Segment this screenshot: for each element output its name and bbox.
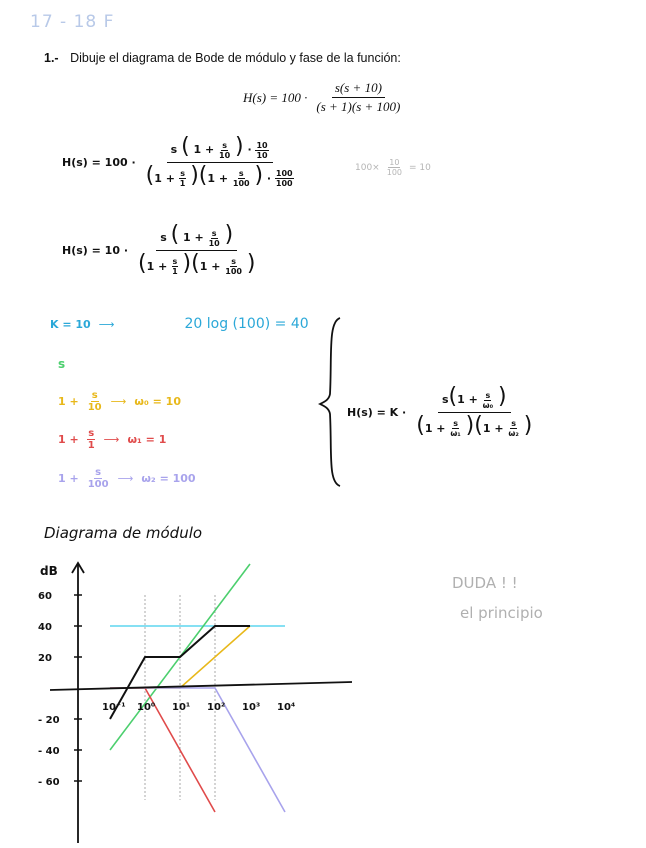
general-numerator: s(1 + $\frac{s}{\text{ω₀}}$ ) [438, 386, 511, 413]
series-line-3 [110, 688, 215, 812]
eq2-numerator: s ( 1 + $\frac{s}{10}$ ) [156, 224, 237, 251]
margin-note-line-1: DUDA ! ! [452, 574, 518, 592]
x-tick-label-1: 10⁰ [137, 702, 156, 713]
y-tick-label-0: 60 [38, 591, 52, 602]
margin-note-line-2: el principio [460, 604, 543, 622]
factor-k-line: K = 10 ⟶ 20 log (100) = 40 [50, 316, 309, 332]
typeset-transfer-function [243, 80, 403, 115]
factor-w2-value: ω₂ = 100 [141, 472, 196, 485]
bode-magnitude-plot [0, 555, 420, 848]
eq2-lhs: H(s) = 10 · [62, 243, 128, 257]
typeset-numerator: s(s + 10) [332, 80, 385, 98]
header-note: 17 - 18 F [30, 12, 115, 32]
handwritten-equation-1 [62, 136, 298, 188]
y-tick-label-3: - 20 [38, 715, 60, 726]
factor-s-line [58, 357, 65, 371]
eq2-fraction [134, 224, 259, 276]
x-tick-label-4: 10³ [242, 702, 261, 713]
x-tick-label-2: 10¹ [172, 702, 191, 713]
general-denominator: (1 + $\frac{s}{\text{ω₁}}$ )(1 + $\frac{s}{\text{ω₂}}$ ) [416, 412, 533, 438]
eq1-side-note: 100× $\frac{10}{100}$ = 10 [355, 158, 431, 177]
general-form-equation [347, 386, 536, 438]
eq1-lhs: H(s) = 100 · [62, 155, 136, 169]
y-axis-label: dB [40, 564, 58, 578]
problem-number: 1.- [44, 51, 59, 65]
margin-note [452, 568, 543, 628]
x-tick-label-5: 10⁴ [277, 702, 296, 713]
diagram-title: Diagrama de módulo [44, 524, 203, 542]
factor-k-value: 20 log (100) = 40 [184, 316, 309, 332]
y-tick-label-1: 40 [38, 622, 52, 633]
factor-w2-line: 1 + $\frac{s}{100}$ ⟶ ω₂ = 100 [58, 467, 196, 490]
y-tick-label-2: 20 [38, 653, 52, 664]
x-tick-label-3: 10² [207, 702, 226, 713]
typeset-lhs: H(s) = 100 · [243, 89, 308, 105]
factor-s-label: s [58, 357, 66, 371]
x-tick-label-0: 10⁻¹ [102, 702, 126, 713]
eq1-numerator: s ( 1 + $\frac{s}{10}$ ) · $\frac{10}{10}$ [167, 136, 273, 163]
problem-statement [44, 51, 401, 65]
general-fraction [412, 386, 536, 438]
general-lhs: H(s) = K · [347, 405, 407, 419]
y-tick-label-4: - 40 [38, 746, 60, 757]
factor-w1-line: 1 + $\frac{s}{1}$ ⟶ ω₁ = 1 [58, 428, 167, 451]
y-tick-label-5: - 60 [38, 777, 60, 788]
typeset-fraction [313, 80, 403, 115]
eq2-denominator: (1 + $\frac{s}{1}$ )(1 + $\frac{s}{100}$ ) [138, 250, 256, 276]
factor-w1-value: ω₁ = 1 [127, 433, 167, 446]
factor-k-label: K = 10 [50, 317, 91, 331]
typeset-denominator: (s + 1)(s + 100) [316, 99, 401, 114]
eq1-denominator: (1 + $\frac{s}{1}$ )(1 + $\frac{s}{100}$ ) · $\frac{100}{100}$ [145, 162, 293, 188]
eq1-fraction [142, 136, 298, 188]
factor-w0-line: 1 + $\frac{s}{10}$ ⟶ ω₀ = 10 [58, 390, 181, 413]
curly-brace [318, 316, 346, 488]
factor-w0-value: ω₀ = 10 [134, 395, 181, 408]
handwritten-equation-2 [62, 224, 259, 276]
problem-text: Dibuje el diagrama de Bode de módulo y fase de la función: [70, 51, 401, 65]
